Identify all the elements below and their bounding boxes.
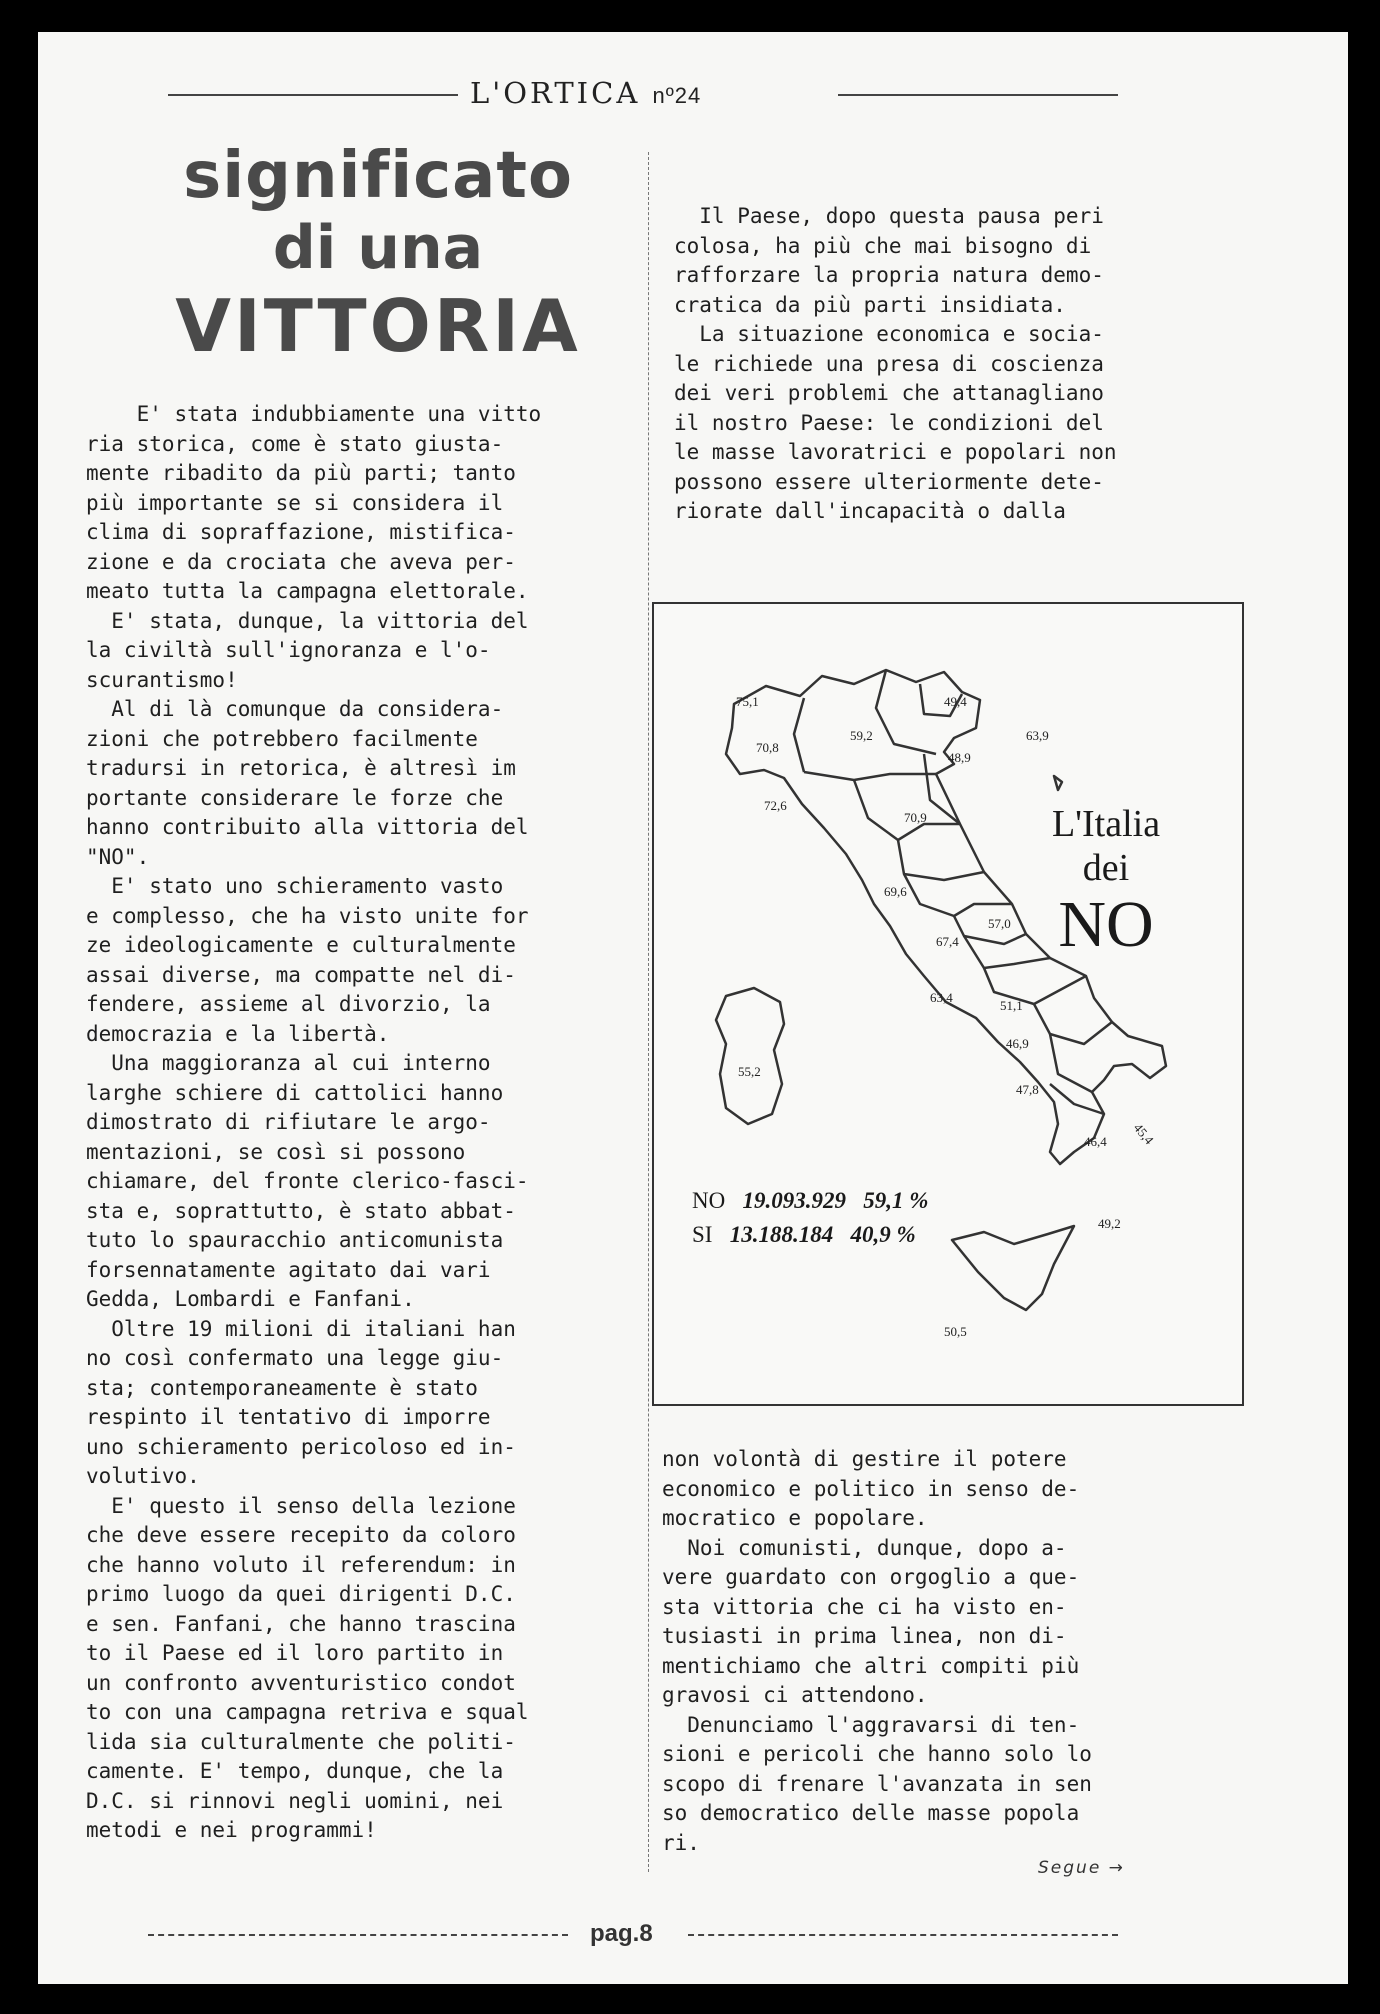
- text-line: vere guardato con orgoglio a que-: [662, 1565, 1080, 1589]
- text-line: no così confermato una legge giu-: [86, 1346, 504, 1370]
- region-label: 51,1: [1000, 998, 1023, 1013]
- headline-line-3: VITTORIA: [175, 284, 581, 368]
- continued-marker: Segue →: [1038, 1858, 1125, 1878]
- region-label: 63,4: [930, 990, 953, 1005]
- text-line: tuto lo spauracchio anticomunista: [86, 1228, 504, 1252]
- text-line: possono essere ulteriormente dete-: [674, 469, 1104, 494]
- result-votes: 19.093.929: [742, 1188, 846, 1213]
- page-number: pag.8: [590, 1920, 653, 1947]
- text-line: Gedda, Lombardi e Fanfani.: [86, 1287, 415, 1311]
- text-line: chiamare, del fronte clerico-fasci-: [86, 1169, 529, 1193]
- text-line: meato tutta la campagna elettorale.: [86, 579, 529, 603]
- region-label: 55,2: [738, 1064, 761, 1079]
- region-label: 63,9: [1026, 728, 1049, 743]
- result-percent: 40,9 %: [850, 1222, 916, 1247]
- map-title-line-2: dei: [1082, 847, 1130, 889]
- text-line: più importante se si considera il: [86, 490, 504, 515]
- result-label: SI: [692, 1222, 713, 1247]
- text-line: che deve essere recepito da coloro: [86, 1523, 516, 1547]
- text-line: e sen. Fanfani, che hanno trascina: [86, 1611, 516, 1636]
- text-line: sta vittoria che ci ha visto en-: [662, 1594, 1067, 1619]
- region-label: 67,4: [936, 934, 959, 949]
- sicily-outline: [952, 1226, 1074, 1310]
- text-line: D.C. si rinnovi negli uomini, nei: [86, 1788, 504, 1813]
- text-line: Una maggioranza al cui interno: [86, 1051, 491, 1075]
- text-line: mente ribadito da più parti; tanto: [86, 461, 516, 485]
- text-line: so democratico delle masse popola: [662, 1801, 1080, 1825]
- text-line: camente. E' tempo, dunque, che la: [86, 1759, 504, 1783]
- text-line: La situazione economica e socia-: [674, 322, 1104, 346]
- text-line: il nostro Paese: le condizioni del: [674, 410, 1104, 435]
- text-line: to il Paese ed il loro partito in: [86, 1641, 504, 1665]
- text-line: sioni e pericoli che hanno solo lo: [662, 1742, 1092, 1766]
- result-percent: 59,1 %: [863, 1188, 929, 1213]
- region-label: 49,4: [944, 694, 967, 709]
- result-votes: 13.188.184: [729, 1222, 834, 1247]
- text-line: assai diverse, ma compatte nel di-: [86, 962, 516, 987]
- text-line: un confronto avventuristico condot: [86, 1670, 516, 1695]
- region-label: 75,1: [736, 694, 759, 709]
- text-line: la civiltà sull'ignoranza e l'o-: [86, 638, 491, 662]
- region-label: 47,8: [1016, 1082, 1039, 1097]
- text-line: scopo di frenare l'avanzata in sen: [662, 1771, 1092, 1796]
- referendum-results: [692, 1184, 928, 1252]
- text-line: volutivo.: [86, 1464, 200, 1488]
- text-line: le richiede una presa di coscienza: [674, 351, 1104, 376]
- article-right-column-top: [674, 202, 1117, 527]
- masthead-rule-right: [838, 94, 1118, 96]
- column-divider: [648, 152, 649, 1872]
- masthead-rule-left: [168, 94, 458, 96]
- sardinia-outline: [716, 988, 784, 1124]
- article-right-column-bottom: [662, 1445, 1092, 1858]
- region-label: 48,9: [948, 750, 971, 765]
- text-line: to con una campagna retriva e squal: [86, 1700, 529, 1724]
- text-line: economico e politico in senso de-: [662, 1476, 1080, 1501]
- region-label: 50,5: [944, 1324, 967, 1339]
- region-label: 46,4: [1084, 1134, 1107, 1149]
- text-line: dei veri problemi che attanagliano: [674, 381, 1104, 405]
- text-line: larghe schiere di cattolici hanno: [86, 1080, 504, 1105]
- text-line: Il Paese, dopo questa pausa peri: [674, 204, 1104, 228]
- region-label: 46,9: [1006, 1036, 1029, 1051]
- text-line: E' stato uno schieramento vasto: [86, 874, 504, 898]
- document-page: [38, 32, 1348, 1984]
- text-line: sta; contemporaneamente è stato: [86, 1375, 478, 1400]
- result-label: NO: [692, 1188, 726, 1213]
- text-line: forsennatamente agitato dai vari: [86, 1257, 491, 1282]
- text-line: "NO".: [86, 844, 150, 869]
- text-line: clima di sopraffazione, mistifica-: [86, 520, 516, 544]
- text-line: gravosi ci attendono.: [662, 1683, 928, 1707]
- text-line: mocratico e popolare.: [662, 1506, 928, 1530]
- text-line: riorate dall'incapacità o dalla: [674, 499, 1066, 523]
- text-line: E' stata, dunque, la vittoria del: [86, 608, 529, 633]
- text-line: tusiasti in prima linea, non di-: [662, 1624, 1067, 1648]
- text-line: Oltre 19 milioni di italiani han: [86, 1316, 516, 1341]
- region-label: 70,8: [756, 740, 779, 755]
- text-line: rafforzare la propria natura demo-: [674, 263, 1104, 287]
- region-label: 49,2: [1098, 1216, 1121, 1231]
- text-line: Noi comunisti, dunque, dopo a-: [662, 1535, 1067, 1560]
- map-title: [1026, 802, 1186, 960]
- text-line: tradursi in retorica, è altresì im: [86, 756, 516, 780]
- region-label: 72,6: [764, 798, 787, 813]
- footer-rule-left: [148, 1934, 568, 1936]
- text-line: e complesso, che ha visto unite for: [86, 903, 529, 928]
- text-line: che hanno voluto il referendum: in: [86, 1552, 516, 1577]
- article-left-column: [86, 400, 541, 1846]
- text-line: ze ideologicamente e culturalmente: [86, 933, 516, 957]
- region-label: 70,9: [904, 810, 927, 825]
- map-figure: [652, 602, 1244, 1406]
- text-line: uno schieramento pericoloso ed in-: [86, 1434, 516, 1459]
- region-label: 45,4: [1130, 1120, 1157, 1148]
- text-line: Denunciamo l'aggravarsi di ten-: [662, 1712, 1080, 1737]
- text-line: mentichiamo che altri compiti più: [662, 1653, 1080, 1678]
- headline: [138, 139, 618, 368]
- text-line: hanno contribuito alla vittoria del: [86, 815, 529, 839]
- region-label: 59,2: [850, 728, 873, 743]
- text-line: zioni che potrebbero facilmente: [86, 726, 478, 751]
- text-line: lida sia culturalmente che politi-: [86, 1729, 516, 1754]
- text-line: metodi e nei programmi!: [86, 1818, 377, 1842]
- text-line: democrazia e la libertà.: [86, 1021, 390, 1046]
- result-row-si: [692, 1218, 928, 1252]
- text-line: le masse lavoratrici e popolari non: [674, 440, 1117, 464]
- footer-rule-right: [688, 1934, 1118, 1936]
- map-title-line-3: NO: [1058, 888, 1154, 961]
- text-line: scurantismo!: [86, 667, 238, 692]
- masthead: [470, 76, 701, 110]
- headline-line-1: significato: [183, 139, 573, 213]
- masthead-title: L'ORTICA: [470, 76, 641, 110]
- text-line: dimostrato di rifiutare le argo-: [86, 1110, 491, 1134]
- text-line: Al di là comunque da considera-: [86, 697, 504, 721]
- text-line: E' stata indubbiamente una vitto: [86, 402, 542, 426]
- text-line: colosa, ha più che mai bisogno di: [674, 233, 1092, 258]
- region-label: 69,6: [884, 884, 907, 899]
- text-line: E' questo il senso della lezione: [86, 1493, 516, 1518]
- text-line: portante considerare le forze che: [86, 785, 504, 810]
- text-line: zione e da crociata che aveva per-: [86, 549, 516, 574]
- text-line: ri.: [662, 1830, 700, 1855]
- issue-number: nº24: [652, 83, 702, 108]
- headline-line-2: di una: [272, 213, 484, 283]
- text-line: primo luogo da quei dirigenti D.C.: [86, 1582, 516, 1606]
- text-line: non volontà di gestire il potere: [662, 1447, 1067, 1471]
- text-line: cratica da più parti insidiata.: [674, 292, 1066, 317]
- text-line: fendere, assieme al divorzio, la: [86, 992, 491, 1016]
- text-line: respinto il tentativo di imporre: [86, 1405, 491, 1429]
- text-line: mentazioni, se così si possono: [86, 1139, 466, 1164]
- text-line: sta e, soprattutto, è stato abbat-: [86, 1198, 516, 1223]
- result-row-no: [692, 1184, 928, 1218]
- map-title-line-1: L'Italia: [1051, 803, 1161, 845]
- text-line: ria storica, come è stato giusta-: [86, 431, 504, 456]
- region-label: 57,0: [988, 916, 1011, 931]
